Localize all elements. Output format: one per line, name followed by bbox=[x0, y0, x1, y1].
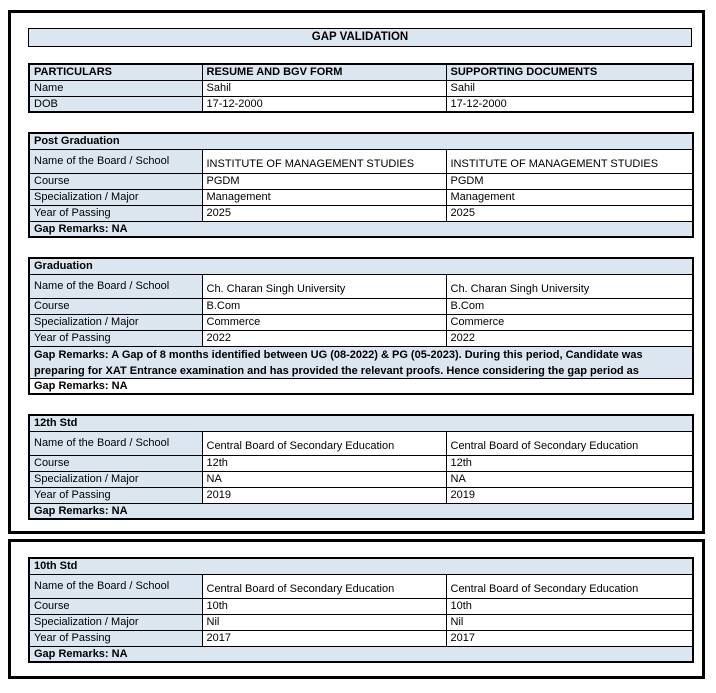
header-supporting-docs: SUPPORTING DOCUMENTS bbox=[446, 64, 693, 80]
gap-remarks-row bbox=[29, 346, 693, 378]
resume-value-cell: 2017 bbox=[202, 630, 446, 646]
resume-value-cell: Commerce bbox=[202, 314, 446, 330]
supporting-value-cell: 12th bbox=[446, 455, 693, 471]
gap-remarks-cell: Gap Remarks: NA bbox=[29, 503, 693, 519]
table-row bbox=[29, 614, 693, 630]
table-row bbox=[29, 314, 693, 330]
gap-remarks-cell: Gap Remarks: NA bbox=[29, 221, 693, 237]
row-label-cell: Course bbox=[29, 173, 202, 189]
table-row bbox=[29, 471, 693, 487]
table-row bbox=[29, 487, 693, 503]
supporting-value-cell: Management bbox=[446, 189, 693, 205]
row-label-cell: Name of the Board / School bbox=[29, 431, 202, 455]
row-label-cell: Name of the Board / School bbox=[29, 574, 202, 598]
row-label-cell: Year of Passing bbox=[29, 205, 202, 221]
resume-value-cell: Central Board of Secondary Education bbox=[202, 574, 446, 598]
outer-frame-bottom bbox=[8, 539, 705, 679]
tenth-std-table bbox=[28, 557, 694, 663]
section-title-row bbox=[29, 415, 693, 431]
resume-value-cell: PGDM bbox=[202, 173, 446, 189]
supporting-value-cell: PGDM bbox=[446, 173, 693, 189]
personal-info-table bbox=[28, 63, 694, 113]
section-title-row bbox=[29, 133, 693, 149]
graduation-table bbox=[28, 257, 694, 395]
table-row bbox=[29, 330, 693, 346]
table-row bbox=[29, 630, 693, 646]
table-row bbox=[29, 80, 693, 96]
resume-value-cell: Central Board of Secondary Education bbox=[202, 431, 446, 455]
supporting-value-cell: Nil bbox=[446, 614, 693, 630]
section-title-row bbox=[29, 558, 693, 574]
header-resume-bgv: RESUME AND BGV FORM bbox=[202, 64, 446, 80]
row-label-cell: Name of the Board / School bbox=[29, 149, 202, 173]
section-title-cell: 10th Std bbox=[29, 558, 693, 574]
row-label-cell: Specialization / Major bbox=[29, 189, 202, 205]
resume-value-cell: 10th bbox=[202, 598, 446, 614]
resume-value-cell: 2025 bbox=[202, 205, 446, 221]
row-label-cell: Name bbox=[29, 80, 202, 96]
section-title-cell: Post Graduation bbox=[29, 133, 693, 149]
supporting-value-cell: 2022 bbox=[446, 330, 693, 346]
resume-value-cell: Management bbox=[202, 189, 446, 205]
section-title-row bbox=[29, 258, 693, 274]
table-row bbox=[29, 96, 693, 112]
row-label-cell: DOB bbox=[29, 96, 202, 112]
page-title: GAP VALIDATION bbox=[28, 28, 692, 47]
supporting-value-cell: Sahil bbox=[446, 80, 693, 96]
row-label-cell: Year of Passing bbox=[29, 330, 202, 346]
section-title-cell: Graduation bbox=[29, 258, 693, 274]
table-row bbox=[29, 598, 693, 614]
resume-value-cell: 12th bbox=[202, 455, 446, 471]
resume-value-cell: 2019 bbox=[202, 487, 446, 503]
table-row bbox=[29, 173, 693, 189]
gap-remarks-cell: Gap Remarks: NA bbox=[29, 378, 693, 394]
row-label-cell: Course bbox=[29, 455, 202, 471]
table-row bbox=[29, 189, 693, 205]
table-row bbox=[29, 298, 693, 314]
supporting-value-cell: B.Com bbox=[446, 298, 693, 314]
row-label-cell: Specialization / Major bbox=[29, 471, 202, 487]
row-label-cell: Specialization / Major bbox=[29, 614, 202, 630]
table-row bbox=[29, 455, 693, 471]
supporting-value-cell: Central Board of Secondary Education bbox=[446, 431, 693, 455]
supporting-value-cell: 10th bbox=[446, 598, 693, 614]
section-title-cell: 12th Std bbox=[29, 415, 693, 431]
outer-frame-top bbox=[8, 10, 705, 534]
table-row bbox=[29, 574, 693, 598]
row-label-cell: Course bbox=[29, 298, 202, 314]
gap-remarks-cell bbox=[29, 346, 693, 378]
supporting-value-cell: INSTITUTE OF MANAGEMENT STUDIES bbox=[446, 149, 693, 173]
supporting-value-cell: NA bbox=[446, 471, 693, 487]
post-graduation-table bbox=[28, 132, 694, 238]
row-label-cell: Name of the Board / School bbox=[29, 274, 202, 298]
supporting-value-cell: 17-12-2000 bbox=[446, 96, 693, 112]
supporting-value-cell: 2019 bbox=[446, 487, 693, 503]
header-particulars: PARTICULARS bbox=[29, 64, 202, 80]
row-label-cell: Year of Passing bbox=[29, 630, 202, 646]
gap-remarks-row bbox=[29, 646, 693, 662]
gap-remarks-cell: Gap Remarks: NA bbox=[29, 646, 693, 662]
supporting-value-cell: Commerce bbox=[446, 314, 693, 330]
table-row bbox=[29, 149, 693, 173]
resume-value-cell: B.Com bbox=[202, 298, 446, 314]
resume-value-cell: 17-12-2000 bbox=[202, 96, 446, 112]
supporting-value-cell: Ch. Charan Singh University bbox=[446, 274, 693, 298]
supporting-value-cell: 2025 bbox=[446, 205, 693, 221]
row-label-cell: Specialization / Major bbox=[29, 314, 202, 330]
row-label-cell: Year of Passing bbox=[29, 487, 202, 503]
gap-remarks-row bbox=[29, 221, 693, 237]
resume-value-cell: Ch. Charan Singh University bbox=[202, 274, 446, 298]
gap-remarks-long-text: Gap Remarks: A Gap of 8 months identified between UG (08-2022) & PG (05-2023). During this period, Candidate was preparing for XAT Entrance examination and has provided the relevant proofs. Hence considering the gap period as bbox=[34, 348, 643, 377]
gap-remarks-row bbox=[29, 378, 693, 394]
resume-value-cell: INSTITUTE OF MANAGEMENT STUDIES bbox=[202, 149, 446, 173]
twelfth-std-table bbox=[28, 414, 694, 520]
row-label-cell: Course bbox=[29, 598, 202, 614]
supporting-value-cell: Central Board of Secondary Education bbox=[446, 574, 693, 598]
resume-value-cell: Sahil bbox=[202, 80, 446, 96]
resume-value-cell: 2022 bbox=[202, 330, 446, 346]
resume-value-cell: Nil bbox=[202, 614, 446, 630]
gap-remarks-row bbox=[29, 503, 693, 519]
table-row bbox=[29, 205, 693, 221]
supporting-value-cell: 2017 bbox=[446, 630, 693, 646]
table-row bbox=[29, 431, 693, 455]
table-row bbox=[29, 274, 693, 298]
resume-value-cell: NA bbox=[202, 471, 446, 487]
table-header-row bbox=[29, 64, 693, 80]
